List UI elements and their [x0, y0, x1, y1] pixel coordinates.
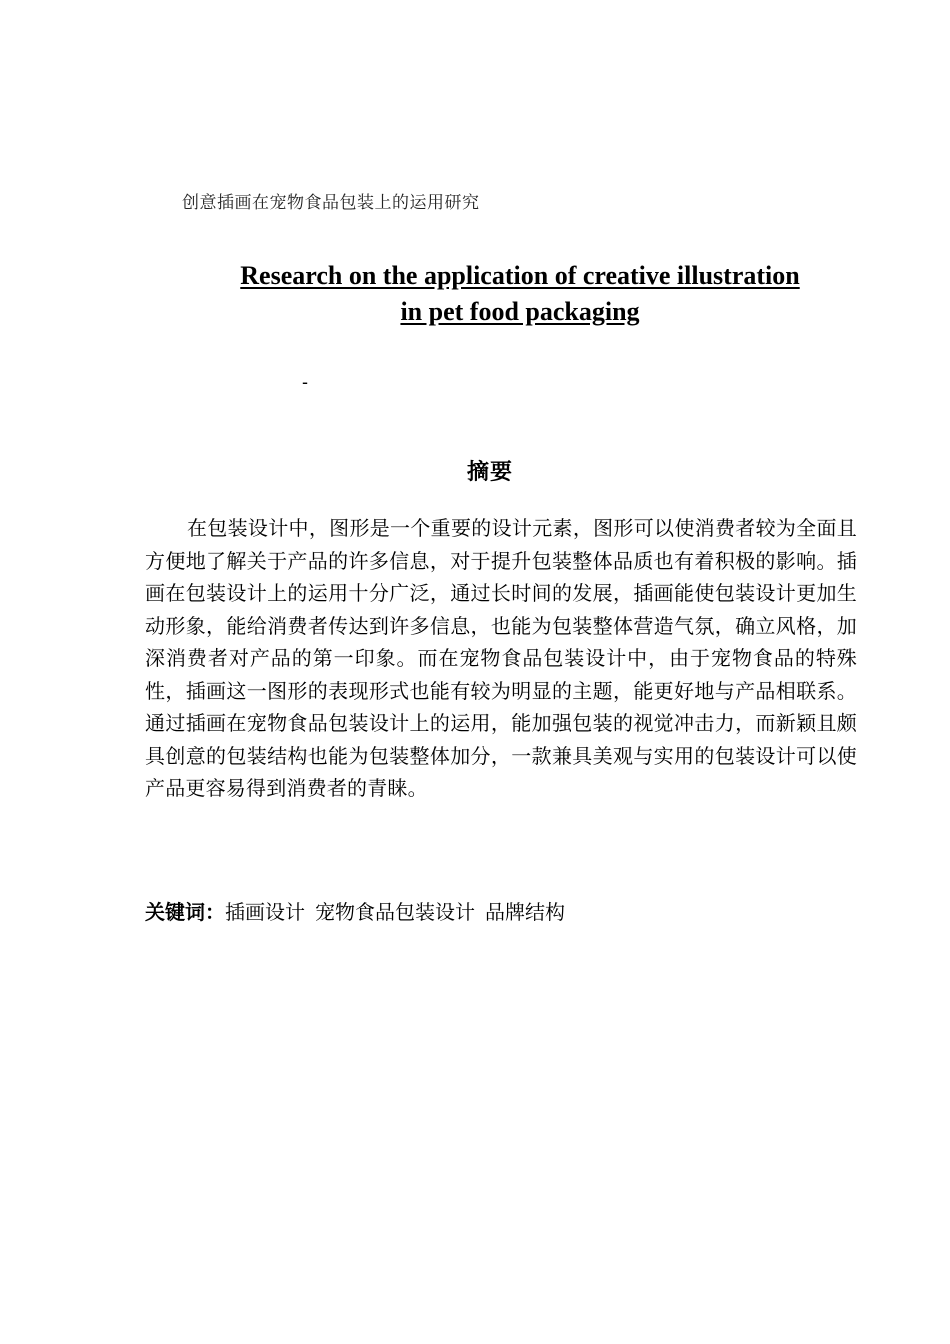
keyword-item: 宠物食品包装设计 [315, 900, 475, 924]
abstract-paragraph: 在包装设计中，图形是一个重要的设计元素，图形可以使消费者较为全面且方便地了解关于产品的许多信息，对于提升包装整体品质也有着积极的影响。插画在包装设计上的运用十分广泛，通过长时间的发展，插画能使包装设计更加生动形象，能给消费者传达到许多信息，也能为包装整体营造气氛，确立风格，加深消费者对产品的第一印象。而在宠物食品包装设计中，由于宠物食品的特殊性，插画这一图形的表现形式也能有较为明显的主题，能更好地与产品相联系。通过插画在宠物食品包装设计上的运用，能加强包装的视觉冲击力，而新颖且颇具创意的包装结构也能为包装整体加分，一款兼具美观与实用的包装设计可以使产品更容易得到消费者的青睐。 [145, 516, 857, 800]
dash-mark: - [302, 372, 308, 392]
keyword-item: 品牌结构 [485, 900, 565, 924]
keywords-label: 关键词： [145, 900, 225, 924]
abstract-heading: 摘要 [466, 460, 513, 485]
document-header-text: 创意插画在宠物食品包装上的运用研究 [182, 193, 480, 213]
keyword-item: 插画设计 [225, 900, 305, 924]
english-title-line-2: in pet food packaging [400, 297, 640, 326]
keywords-line [145, 896, 565, 925]
english-title-line-1: Research on the application of creative illustration [240, 261, 800, 290]
english-title [190, 258, 850, 330]
